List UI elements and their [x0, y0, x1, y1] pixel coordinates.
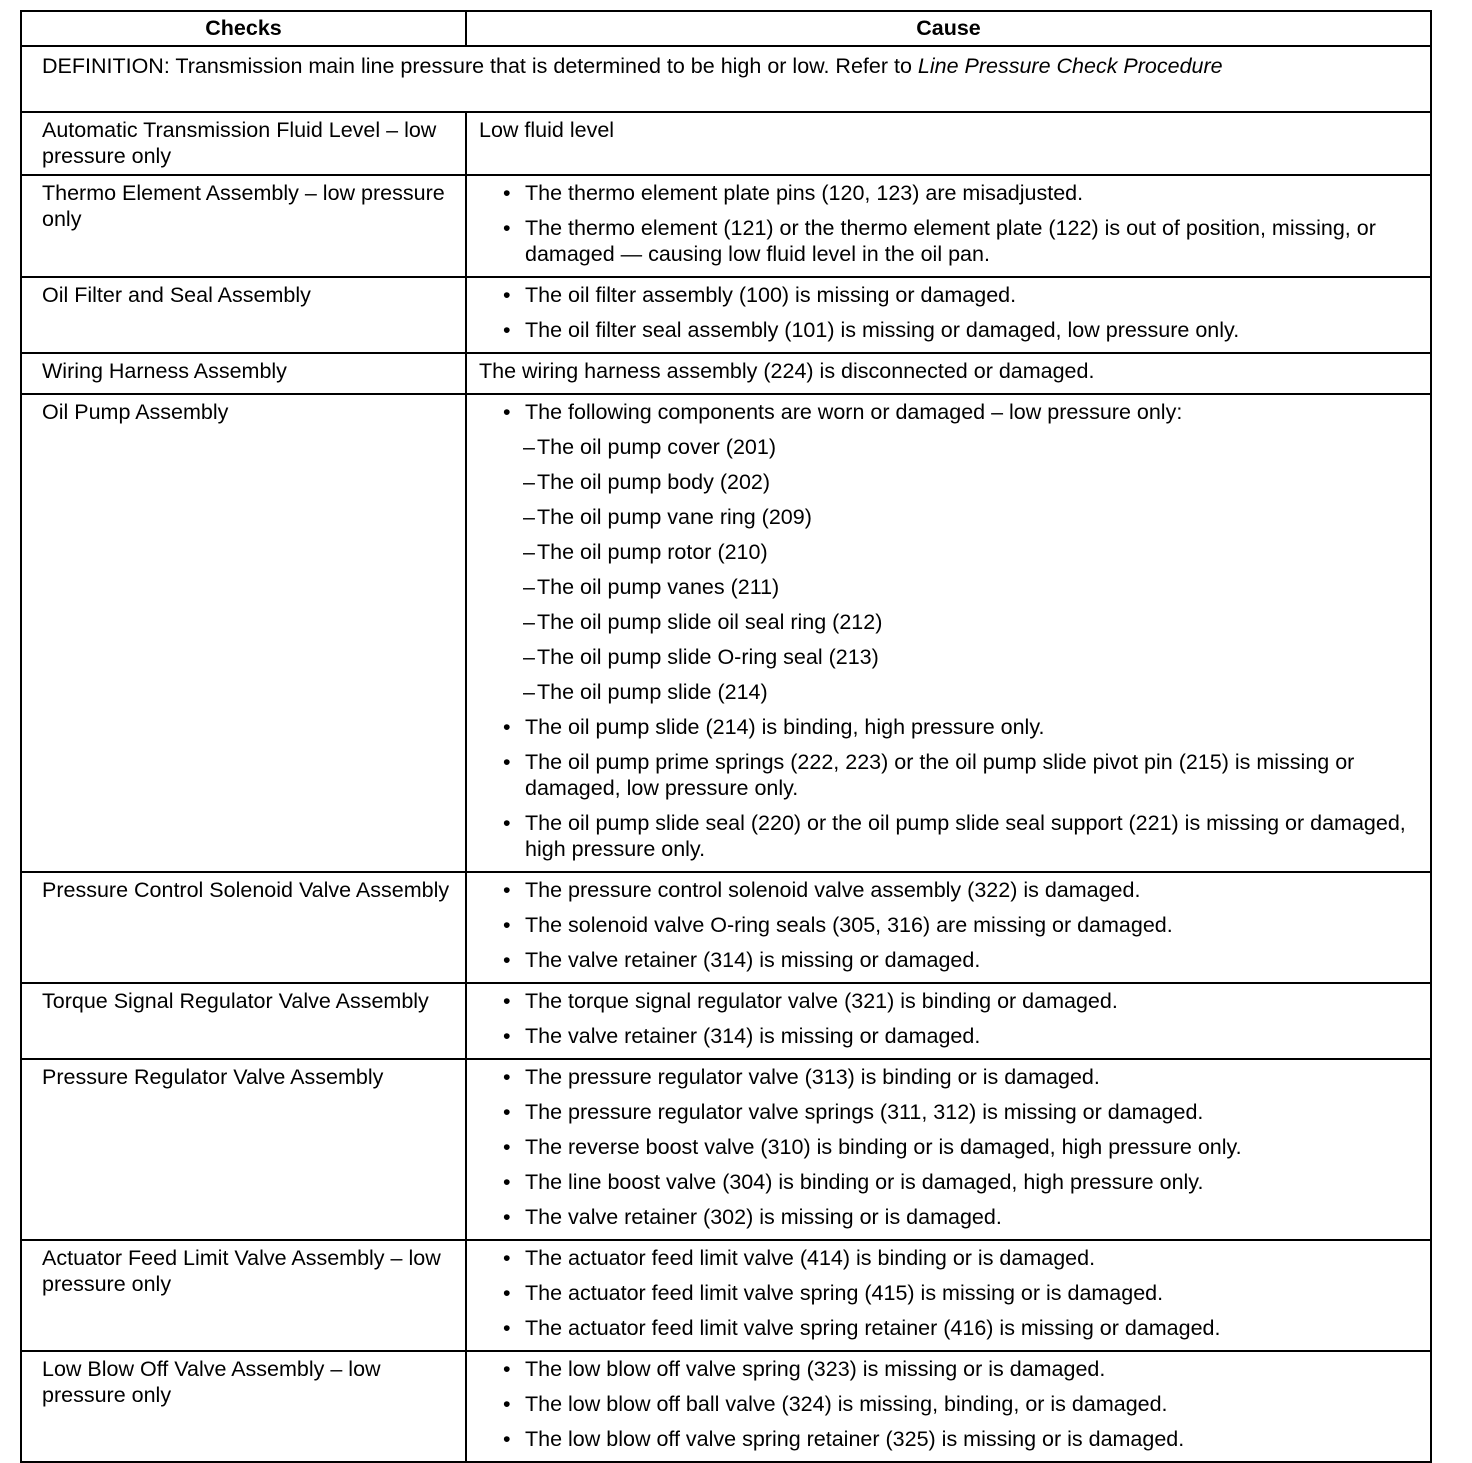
dash-item: – The oil pump rotor (210)	[479, 539, 1408, 565]
cause-cell	[466, 175, 1431, 277]
dash-item: – The oil pump slide oil seal ring (212)	[479, 609, 1408, 635]
table-row	[21, 394, 1431, 872]
definition-reference: Line Pressure Check Procedure	[917, 54, 1223, 78]
bullet-item: • The line boost valve (304) is binding or is damaged, high pressure only.	[479, 1169, 1408, 1195]
check-cell: Actuator Feed Limit Valve Assembly – low pressure only	[21, 1240, 466, 1351]
bullet-item: • The valve retainer (314) is missing or damaged.	[479, 947, 1408, 973]
check-cell: Oil Pump Assembly	[21, 394, 466, 872]
cause-header: Cause	[466, 11, 1431, 46]
check-cell: Low Blow Off Valve Assembly – low pressure only	[21, 1351, 466, 1462]
table-row	[21, 1059, 1431, 1240]
cause-cell	[466, 872, 1431, 983]
cause-cell	[466, 277, 1431, 353]
checks-header: Checks	[21, 11, 466, 46]
cause-cell	[466, 353, 1431, 394]
bullet-item: • The oil pump slide seal (220) or the oil pump slide seal support (221) is missing or damaged, high pressure only.	[479, 810, 1408, 862]
cause-cell	[466, 112, 1431, 175]
check-cell: Wiring Harness Assembly	[21, 353, 466, 394]
definition-row	[21, 46, 1431, 112]
bullet-item: • The actuator feed limit valve spring retainer (416) is missing or damaged.	[479, 1315, 1408, 1341]
bullet-item: • The solenoid valve O-ring seals (305, 316) are missing or damaged.	[479, 912, 1408, 938]
table-row	[21, 1351, 1431, 1462]
bullet-item: • The oil pump slide (214) is binding, high pressure only.	[479, 714, 1408, 740]
bullet-item: • The actuator feed limit valve spring (415) is missing or is damaged.	[479, 1280, 1408, 1306]
bullet-item: • The oil filter seal assembly (101) is missing or damaged, low pressure only.	[479, 317, 1408, 343]
cause-cell	[466, 1351, 1431, 1462]
bullet-item: • The pressure regulator valve springs (311, 312) is missing or damaged.	[479, 1099, 1408, 1125]
table-row	[21, 1240, 1431, 1351]
check-cell: Thermo Element Assembly – low pressure only	[21, 175, 466, 277]
table-row	[21, 353, 1431, 394]
bullet-item: • The oil filter assembly (100) is missing or damaged.	[479, 282, 1408, 308]
check-cell: Automatic Transmission Fluid Level – low pressure only	[21, 112, 466, 175]
cause-cell	[466, 1240, 1431, 1351]
dash-item: – The oil pump slide (214)	[479, 679, 1408, 705]
cause-cell	[466, 394, 1431, 872]
table-row	[21, 175, 1431, 277]
bullet-item: • The thermo element plate pins (120, 123) are misadjusted.	[479, 180, 1408, 206]
bullet-item: • The reverse boost valve (310) is binding or is damaged, high pressure only.	[479, 1134, 1408, 1160]
bullet-item: • The pressure control solenoid valve assembly (322) is damaged.	[479, 877, 1408, 903]
table-row	[21, 872, 1431, 983]
definition-cell	[21, 46, 1431, 112]
dash-item: – The oil pump body (202)	[479, 469, 1408, 495]
bullet-item: • The oil pump prime springs (222, 223) or the oil pump slide pivot pin (215) is missing or damaged, low pressure only.	[479, 749, 1408, 801]
cause-text: Low fluid level	[479, 118, 615, 142]
check-cell: Pressure Regulator Valve Assembly	[21, 1059, 466, 1240]
bullet-item: • The low blow off ball valve (324) is missing, binding, or is damaged.	[479, 1391, 1408, 1417]
dash-item: – The oil pump cover (201)	[479, 434, 1408, 460]
bullet-item: • The low blow off valve spring retainer (325) is missing or is damaged.	[479, 1426, 1408, 1452]
bullet-item: • The torque signal regulator valve (321) is binding or damaged.	[479, 988, 1408, 1014]
bullet-item: • The valve retainer (314) is missing or damaged.	[479, 1023, 1408, 1049]
line-pressure-diagnostic-table	[20, 10, 1432, 1463]
header-row	[21, 11, 1431, 46]
bullet-item: • The following components are worn or damaged – low pressure only:	[479, 399, 1408, 425]
bullet-item: • The thermo element (121) or the thermo element plate (122) is out of position, missing, or damaged — causing low fluid level in the oil pan.	[479, 215, 1408, 267]
bullet-item: • The valve retainer (302) is missing or is damaged.	[479, 1204, 1408, 1230]
bullet-item: • The pressure regulator valve (313) is binding or is damaged.	[479, 1064, 1408, 1090]
definition-text: DEFINITION: Transmission main line pressure that is determined to be high or low. Refer to	[42, 54, 918, 78]
dash-item: – The oil pump vane ring (209)	[479, 504, 1408, 530]
table-row	[21, 112, 1431, 175]
check-cell: Torque Signal Regulator Valve Assembly	[21, 983, 466, 1059]
table-row	[21, 277, 1431, 353]
cause-cell	[466, 1059, 1431, 1240]
bullet-item: • The actuator feed limit valve (414) is binding or is damaged.	[479, 1245, 1408, 1271]
check-cell: Oil Filter and Seal Assembly	[21, 277, 466, 353]
dash-item: – The oil pump slide O-ring seal (213)	[479, 644, 1408, 670]
check-cell: Pressure Control Solenoid Valve Assembly	[21, 872, 466, 983]
cause-cell	[466, 983, 1431, 1059]
cause-text: The wiring harness assembly (224) is disconnected or damaged.	[479, 359, 1095, 383]
table-row	[21, 983, 1431, 1059]
bullet-item: • The low blow off valve spring (323) is missing or is damaged.	[479, 1356, 1408, 1382]
dash-item: – The oil pump vanes (211)	[479, 574, 1408, 600]
